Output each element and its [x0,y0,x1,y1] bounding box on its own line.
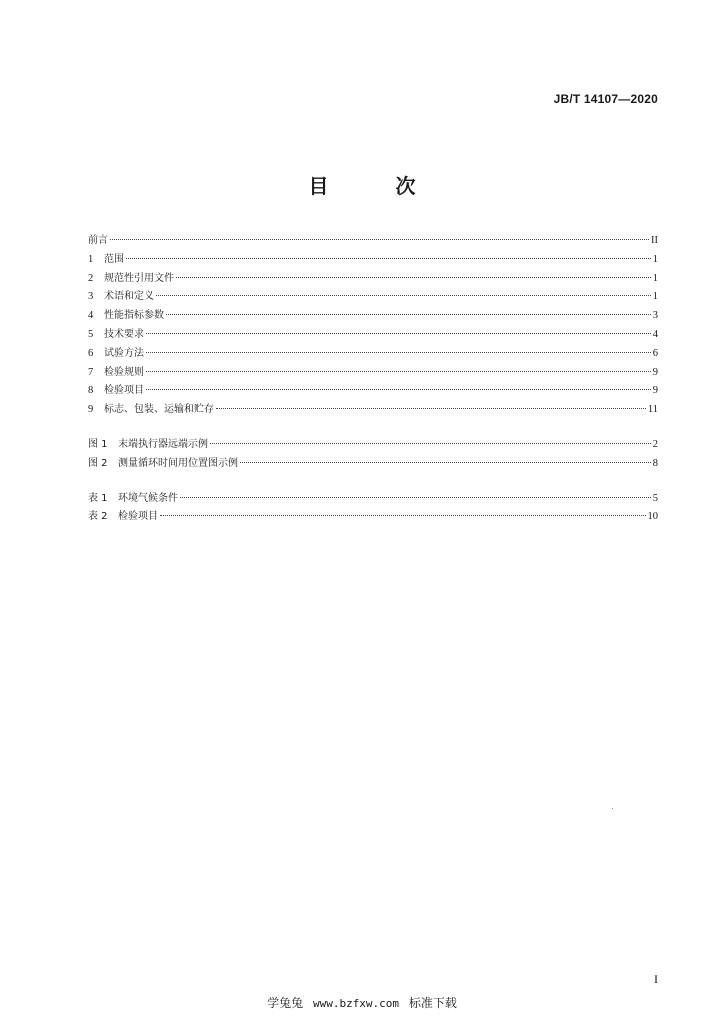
toc-entry-number: 4 [88,310,94,322]
toc-entry-section-3[interactable] [88,288,658,307]
dot-leader [146,371,651,372]
dot-leader [146,389,651,390]
dot-leader [110,239,649,240]
toc-entry-label: 标志、包装、运输和贮存 [104,404,214,416]
toc-entry-figure-1[interactable] [88,436,658,455]
toc-entry-label: 环境气候条件 [118,492,178,504]
dot-leader [146,352,651,353]
toc-entry-figure-2[interactable] [88,455,658,474]
toc-entry-foreword[interactable] [88,232,658,251]
table-of-contents [88,232,658,527]
footer-site-name: 学兔兔 [267,996,304,1010]
toc-entry-label: 检验规则 [104,366,144,378]
toc-entry-section-8[interactable] [88,382,658,401]
toc-entry-page: 9 [652,385,658,397]
toc-entry-section-1[interactable] [88,251,658,270]
footer-url-link[interactable]: www.bzfxw.com [312,997,400,1010]
toc-entry-page: 2 [652,438,658,450]
dot-leader [180,497,651,498]
toc-entry-page: 1 [652,291,658,303]
toc-entry-number: 5 [88,328,94,340]
toc-entry-section-5[interactable] [88,326,658,345]
toc-entry-label: 技术要求 [104,328,144,340]
toc-entry-label: 检验项目 [118,511,158,523]
toc-entry-number: 3 [88,291,94,303]
toc-entry-page: 3 [652,310,658,322]
dot-leader [126,258,651,259]
toc-entry-label: 性能指标参数 [104,310,164,322]
footer [0,994,724,1011]
dot-leader [176,277,651,278]
dot-leader [160,515,646,516]
toc-entry-page: 1 [652,253,658,265]
toc-entry-section-4[interactable] [88,307,658,326]
toc-entry-number: 7 [88,366,94,378]
page-title: 目 次 [308,174,446,198]
toc-entry-page: 1 [652,272,658,284]
toc-entry-table-2[interactable] [88,508,658,527]
toc-entry-label: 规范性引用文件 [104,272,174,284]
toc-entry-number: 表 2 [88,511,108,523]
toc-entry-label: 测量循环时间用位置图示例 [118,457,238,469]
toc-entry-label: 试验方法 [104,347,144,359]
toc-entry-page: 5 [652,492,658,504]
toc-entry-page: 10 [647,511,658,523]
dot-leader [240,462,651,463]
toc-entry-number: 图 1 [88,438,108,450]
toc-entry-section-2[interactable] [88,270,658,289]
toc-entry-page: 11 [647,404,658,416]
toc-entry-section-9[interactable] [88,401,658,420]
toc-entry-label: 术语和定义 [104,291,154,303]
toc-entry-number: 图 2 [88,457,108,469]
toc-entry-number: 8 [88,385,94,397]
toc-entry-label: 检验项目 [104,385,144,397]
toc-entry-label: 前言 [88,235,108,246]
dot-leader [216,408,646,409]
toc-entry-page: 8 [652,457,658,469]
page-number: I [654,972,658,986]
group-spacer [88,474,658,490]
toc-entry-table-1[interactable] [88,490,658,509]
toc-entry-number: 2 [88,272,94,284]
toc-entry-number: 6 [88,347,94,359]
dot-leader [210,443,651,444]
toc-entry-label: 末端执行器远端示例 [118,438,208,450]
scan-speck [612,808,613,809]
toc-entry-page: II [651,235,658,246]
toc-entry-number: 表 1 [88,492,108,504]
toc-entry-label: 范围 [104,253,124,265]
toc-entry-number: 1 [88,253,94,265]
toc-entry-section-7[interactable] [88,364,658,383]
dot-leader [156,295,651,296]
dot-leader [146,333,651,334]
group-spacer [88,420,658,436]
toc-entry-page: 9 [652,366,658,378]
footer-suffix: 标准下载 [408,996,457,1010]
standard-code: JB/T 14107—2020 [553,92,658,106]
toc-entry-page: 6 [652,347,658,359]
toc-entry-number: 9 [88,404,94,416]
dot-leader [166,314,651,315]
toc-entry-section-6[interactable] [88,345,658,364]
toc-entry-page: 4 [652,328,658,340]
